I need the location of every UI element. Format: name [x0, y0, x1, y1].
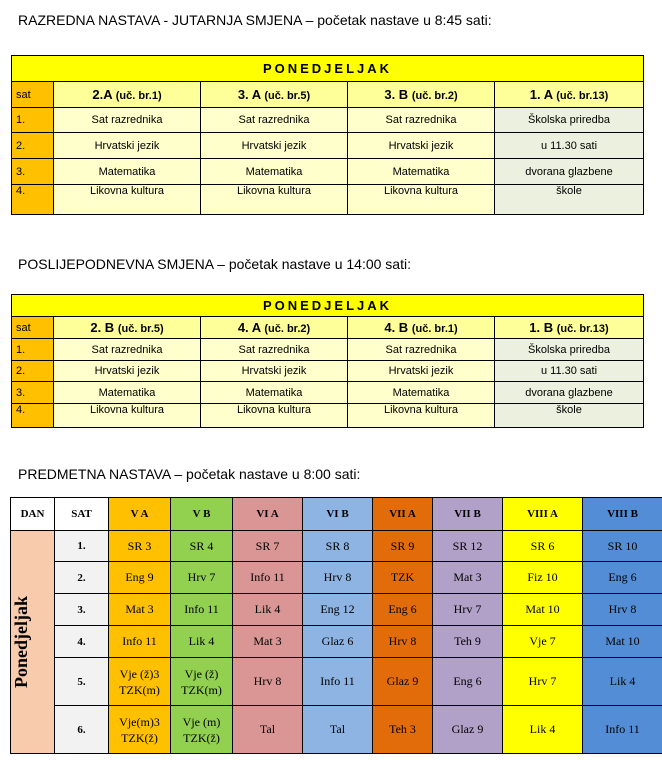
sat-number: 4. — [12, 185, 54, 215]
lesson-cell: Hrvatski jezik — [201, 133, 348, 159]
afternoon-class-header: 4. B (uč. br.1) — [348, 317, 495, 339]
lesson-cell: Vje (ž) TZK(m) — [171, 658, 233, 706]
table-row — [12, 108, 644, 133]
lesson-cell: u 11.30 sati — [495, 361, 644, 382]
lesson-cell: Glaz 6 — [303, 626, 373, 658]
sat-number: 3. — [12, 159, 54, 185]
lesson-cell: Eng 6 — [373, 594, 433, 626]
afternoon-class-header: 4. A (uč. br.2) — [201, 317, 348, 339]
lesson-cell: SR 6 — [503, 531, 583, 562]
lesson-cell: Fiz 10 — [503, 562, 583, 594]
morning-schedule-table — [11, 55, 644, 215]
class-header: VI A — [233, 498, 303, 531]
class-header: VI B — [303, 498, 373, 531]
lesson-cell: Hrvatski jezik — [54, 361, 201, 382]
lesson-cell: Sat razrednika — [54, 108, 201, 133]
lesson-cell: Hrvatski jezik — [348, 133, 495, 159]
lesson-cell: Info 11 — [233, 562, 303, 594]
table-row — [12, 133, 644, 159]
sat-header: SAT — [55, 498, 109, 531]
lesson-cell: Info 11 — [171, 594, 233, 626]
class-header: VIII B — [583, 498, 662, 531]
lesson-cell: SR 3 — [109, 531, 171, 562]
table-row — [11, 594, 662, 626]
table-row — [11, 658, 662, 706]
lesson-cell: Hrv 8 — [233, 658, 303, 706]
lesson-cell: Likovna kultura — [201, 404, 348, 428]
sat-number: 3. — [55, 594, 109, 626]
lesson-cell: Glaz 9 — [433, 706, 503, 754]
sat-number: 3. — [12, 382, 54, 404]
lesson-cell: Tal — [303, 706, 373, 754]
lesson-cell: Hrvatski jezik — [54, 133, 201, 159]
afternoon-heading: POSLIJEPODNEVNA SMJENA – početak nastave u 14:00 sati: — [18, 256, 411, 272]
lesson-cell: Info 11 — [583, 706, 662, 754]
lesson-cell: Vje(m)3 TZK(ž) — [109, 706, 171, 754]
lesson-cell: Mat 10 — [503, 594, 583, 626]
table-row — [12, 339, 644, 361]
subject-heading: PREDMETNA NASTAVA – početak nastave u 8:00 sati: — [18, 466, 361, 482]
morning-day-title: PONEDJELJAK — [12, 56, 644, 82]
class-header: V B — [171, 498, 233, 531]
lesson-cell: Školska priredba — [495, 108, 644, 133]
lesson-cell: Matematika — [201, 382, 348, 404]
day-label: Ponedjeljak — [11, 596, 31, 688]
afternoon-schedule-table — [11, 294, 644, 428]
lesson-cell: Lik 4 — [503, 706, 583, 754]
lesson-cell: Mat 3 — [109, 594, 171, 626]
sat-number: 2. — [55, 562, 109, 594]
day-cell — [11, 531, 55, 754]
lesson-cell: Tal — [233, 706, 303, 754]
table-row — [12, 159, 644, 185]
lesson-cell: Glaz 9 — [373, 658, 433, 706]
lesson-cell: Mat 3 — [433, 562, 503, 594]
lesson-cell: SR 7 — [233, 531, 303, 562]
class-header: VIII A — [503, 498, 583, 531]
lesson-cell: Hrv 8 — [303, 562, 373, 594]
lesson-cell: dvorana glazbene — [495, 159, 644, 185]
lesson-cell: Mat 3 — [233, 626, 303, 658]
table-row — [12, 361, 644, 382]
afternoon-day-title: PONEDJELJAK — [12, 295, 644, 317]
morning-class-header: 1. A (uč. br.13) — [495, 82, 644, 108]
lesson-cell: Likovna kultura — [201, 185, 348, 215]
lesson-cell: Sat razrednika — [348, 339, 495, 361]
subject-schedule-table — [10, 497, 662, 754]
lesson-cell: Teh 9 — [433, 626, 503, 658]
lesson-cell: Hrvatski jezik — [201, 361, 348, 382]
lesson-cell: Vje 7 — [503, 626, 583, 658]
morning-heading: RAZREDNA NASTAVA - JUTARNJA SMJENA – početak nastave u 8:45 sati: — [18, 12, 492, 28]
lesson-cell: Lik 4 — [171, 626, 233, 658]
table-row — [12, 185, 644, 215]
class-header: VII A — [373, 498, 433, 531]
sat-number: 2. — [12, 133, 54, 159]
lesson-cell: Vje (m) TZK(ž) — [171, 706, 233, 754]
table-row — [11, 626, 662, 658]
morning-class-header: 2.A (uč. br.1) — [54, 82, 201, 108]
lesson-cell: Školska priredba — [495, 339, 644, 361]
lesson-cell: Sat razrednika — [54, 339, 201, 361]
lesson-cell: Likovna kultura — [54, 404, 201, 428]
lesson-cell: Matematika — [54, 159, 201, 185]
lesson-cell: Hrv 7 — [171, 562, 233, 594]
lesson-cell: SR 9 — [373, 531, 433, 562]
table-row — [11, 706, 662, 754]
sat-number: 6. — [55, 706, 109, 754]
lesson-cell: Sat razrednika — [201, 339, 348, 361]
table-row — [12, 404, 644, 428]
lesson-cell: Lik 4 — [583, 658, 662, 706]
class-header: VII B — [433, 498, 503, 531]
sat-number: 2. — [12, 361, 54, 382]
morning-sat-header: sat — [12, 82, 54, 108]
lesson-cell: SR 4 — [171, 531, 233, 562]
dan-header: DAN — [11, 498, 55, 531]
sat-number: 1. — [12, 108, 54, 133]
lesson-cell: SR 10 — [583, 531, 662, 562]
sat-number: 4. — [55, 626, 109, 658]
lesson-cell: Eng 12 — [303, 594, 373, 626]
sat-number: 1. — [55, 531, 109, 562]
lesson-cell: Likovna kultura — [348, 404, 495, 428]
lesson-cell: Hrv 8 — [583, 594, 662, 626]
lesson-cell: Vje (ž)3 TZK(m) — [109, 658, 171, 706]
lesson-cell: SR 12 — [433, 531, 503, 562]
lesson-cell: Hrvatski jezik — [348, 361, 495, 382]
class-header: V A — [109, 498, 171, 531]
morning-class-header: 3. B (uč. br.2) — [348, 82, 495, 108]
morning-class-header: 3. A (uč. br.5) — [201, 82, 348, 108]
lesson-cell: dvorana glazbene — [495, 382, 644, 404]
lesson-cell: Likovna kultura — [54, 185, 201, 215]
lesson-cell: Hrv 7 — [433, 594, 503, 626]
lesson-cell: Hrv 7 — [503, 658, 583, 706]
lesson-cell: Matematika — [348, 159, 495, 185]
table-row — [11, 531, 662, 562]
lesson-cell: Hrv 8 — [373, 626, 433, 658]
table-row — [12, 382, 644, 404]
lesson-cell: Sat razrednika — [348, 108, 495, 133]
lesson-cell: Info 11 — [303, 658, 373, 706]
sat-number: 4. — [12, 404, 54, 428]
lesson-cell: Lik 4 — [233, 594, 303, 626]
lesson-cell: Matematika — [54, 382, 201, 404]
lesson-cell: Sat razrednika — [201, 108, 348, 133]
lesson-cell: Eng 9 — [109, 562, 171, 594]
lesson-cell: TZK — [373, 562, 433, 594]
lesson-cell: Mat 10 — [583, 626, 662, 658]
table-row — [11, 562, 662, 594]
lesson-cell: u 11.30 sati — [495, 133, 644, 159]
lesson-cell: Eng 6 — [433, 658, 503, 706]
afternoon-sat-header: sat — [12, 317, 54, 339]
lesson-cell: Info 11 — [109, 626, 171, 658]
lesson-cell: Eng 6 — [583, 562, 662, 594]
sat-number: 5. — [55, 658, 109, 706]
lesson-cell: Matematika — [348, 382, 495, 404]
lesson-cell: Teh 3 — [373, 706, 433, 754]
lesson-cell: Matematika — [201, 159, 348, 185]
lesson-cell: škole — [495, 185, 644, 215]
afternoon-class-header: 2. B (uč. br.5) — [54, 317, 201, 339]
lesson-cell: škole — [495, 404, 644, 428]
lesson-cell: Likovna kultura — [348, 185, 495, 215]
sat-number: 1. — [12, 339, 54, 361]
lesson-cell: SR 8 — [303, 531, 373, 562]
afternoon-class-header: 1. B (uč. br.13) — [495, 317, 644, 339]
